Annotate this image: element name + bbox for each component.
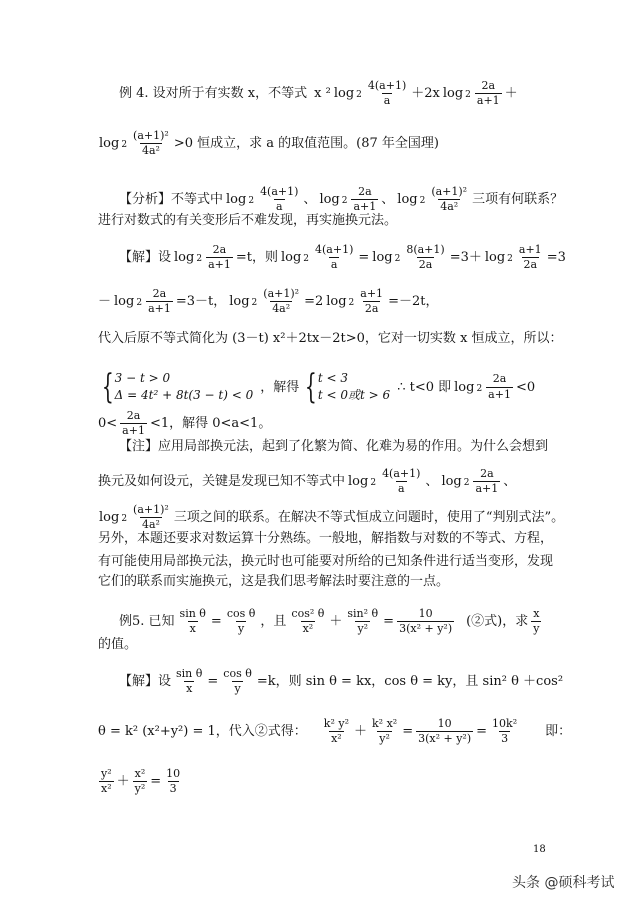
note-line6: 它们的联系而实施换元，这是我们思考解法时要注意的一点。 bbox=[98, 574, 450, 589]
example5-heading: 例5. 已知 bbox=[119, 614, 175, 630]
analysis-line2: 进行对数式的有关变形后不难发现，再实施换元法。 bbox=[98, 213, 398, 228]
watermark: 头条 @硕科考试 bbox=[512, 875, 615, 891]
range-line: 0< $\frac{2a}{a+1}$ <1，解得 0<a<1。 bbox=[98, 409, 272, 438]
log-term: log 2 bbox=[333, 86, 362, 102]
solution-system: { t < 3 t < 0或t > 6 bbox=[305, 367, 391, 407]
substitution-line: 代入后原不等式简化为 (3－t) x²＋2tx－2t>0，它对一切实数 x 恒成立，所以： bbox=[98, 331, 563, 346]
x-squared: x ² bbox=[314, 86, 331, 102]
example5-line1: 例5. 已知 $\frac{\text{sin θ}}{x}$ = $\frac{\text{cos θ}}{y}$ ，且 $\frac{\text{cos² θ}}{\text{x²}}$ ＋ $\frac{\text{sin² θ}}{\text{y²}}$ = $\frac{10}{\text{3(x² + y²)}}$ (②式)，求 $\frac{x}{y}$ bbox=[119, 607, 540, 636]
system-line: { 3 − t > 0 Δ = 4t² + 8t(3 − t) < 0 ，解得 { t < 3 t < 0或t > 6 ∴ t<0 即 log 2 $\frac{2a}{a+1}$ <0 bbox=[97, 370, 548, 404]
solution5-line2: θ = k² (x²+y²) = 1，代入②式得： $\frac{\text{k² y²}}{\text{x²}}$ ＋ $\frac{\text{k² x²}}{\text{y²}}$ = $\frac{10}{\text{3(x² + y²)}}$ = $\frac{\text{10k²}}{3}$ 即： bbox=[98, 717, 572, 746]
fraction: $\frac{2a}{a+1}$ bbox=[476, 79, 500, 108]
solution5-line1: 【解】设 $\frac{\text{sin θ}}{x}$ = $\frac{\text{cos θ}}{y}$ =k，则 sin θ = kx，cos θ = ky，且 sin² θ ＋cos² bbox=[119, 667, 564, 696]
fraction: $\frac{4(a+1)}{a}$ bbox=[367, 79, 407, 108]
note-line3: log 2 $\frac{\text{(a+1)²}}{\text{4a²}}$ 三项之间的联系。在解决不等式恒成立问题时，使用了“判别式法”。 bbox=[99, 503, 565, 532]
inequality-system: { 3 − t > 0 Δ = 4t² + 8t(3 − t) < 0 bbox=[101, 367, 254, 407]
example4-line2 bbox=[97, 130, 548, 158]
log-term: log 2 bbox=[99, 136, 128, 152]
solution5-line3: $\frac{\text{y²}}{\text{x²}}$ ＋ $\frac{\text{x²}}{\text{y²}}$ = $\frac{10}{3}$ bbox=[101, 767, 181, 796]
example4-heading: 例 4. 设对所于有实数 x，不等式 bbox=[119, 86, 308, 102]
log-term: log 2 bbox=[442, 86, 471, 102]
analysis-line1: 【分析】不等式中 log 2 $\frac{4(a+1)}{a}$ 、 log 2 $\frac{2a}{a+1}$ 、 log 2 $\frac{\text{(a+1)²}}{\text{4a²}}$ 三项有何联系？ bbox=[119, 185, 564, 214]
fraction: $\frac{\text{(a+1)²}}{\text{4a²}}$ bbox=[133, 129, 169, 158]
example5-line2: 的值。 bbox=[98, 637, 138, 652]
page-number: 18 bbox=[533, 844, 546, 855]
note-line5: 有可能使用局部换元法，换元时也可能要对所给的已知条件进行适当变形，发现 bbox=[98, 554, 554, 569]
note-line4: 另外，本题还要求对数运算十分熟练。一般地，解指数与对数的不等式、方程， bbox=[98, 531, 554, 546]
example4-line1: 例 4. 设对所于有实数 x，不等式 x ² log 2 $\frac{4(a+1)}{a}$ ＋2x log 2 $\frac{2a}{a+1}$ ＋ bbox=[119, 79, 518, 108]
note-line2: 换元及如何设元，关键是发现已知不等式中 log 2 $\frac{4(a+1)}{a}$ 、 log 2 $\frac{2a}{a+1}$ 、 bbox=[98, 467, 517, 496]
solution-line2: － log 2 $\frac{2a}{a+1}$ =3－t， log 2 $\frac{\text{(a+1)²}}{\text{4a²}}$ =2 log 2 $\frac{a+1}{2a}$ =－2t， bbox=[98, 287, 439, 316]
note-line1: 【注】应用局部换元法，起到了化繁为简、化难为易的作用。为什么会想到 bbox=[119, 439, 549, 454]
solution-line1: 【解】设 log 2 $\frac{2a}{a+1}$ =t，则 log 2 $\frac{4(a+1)}{a}$ = log 2 $\frac{8(a+1)}{2a}$ =3＋ log 2 $\frac{a+1}{2a}$ =3 bbox=[119, 243, 566, 272]
example4-condition: >0 恒成立，求 a 的取值范围。(87 年全国理) bbox=[173, 136, 439, 152]
